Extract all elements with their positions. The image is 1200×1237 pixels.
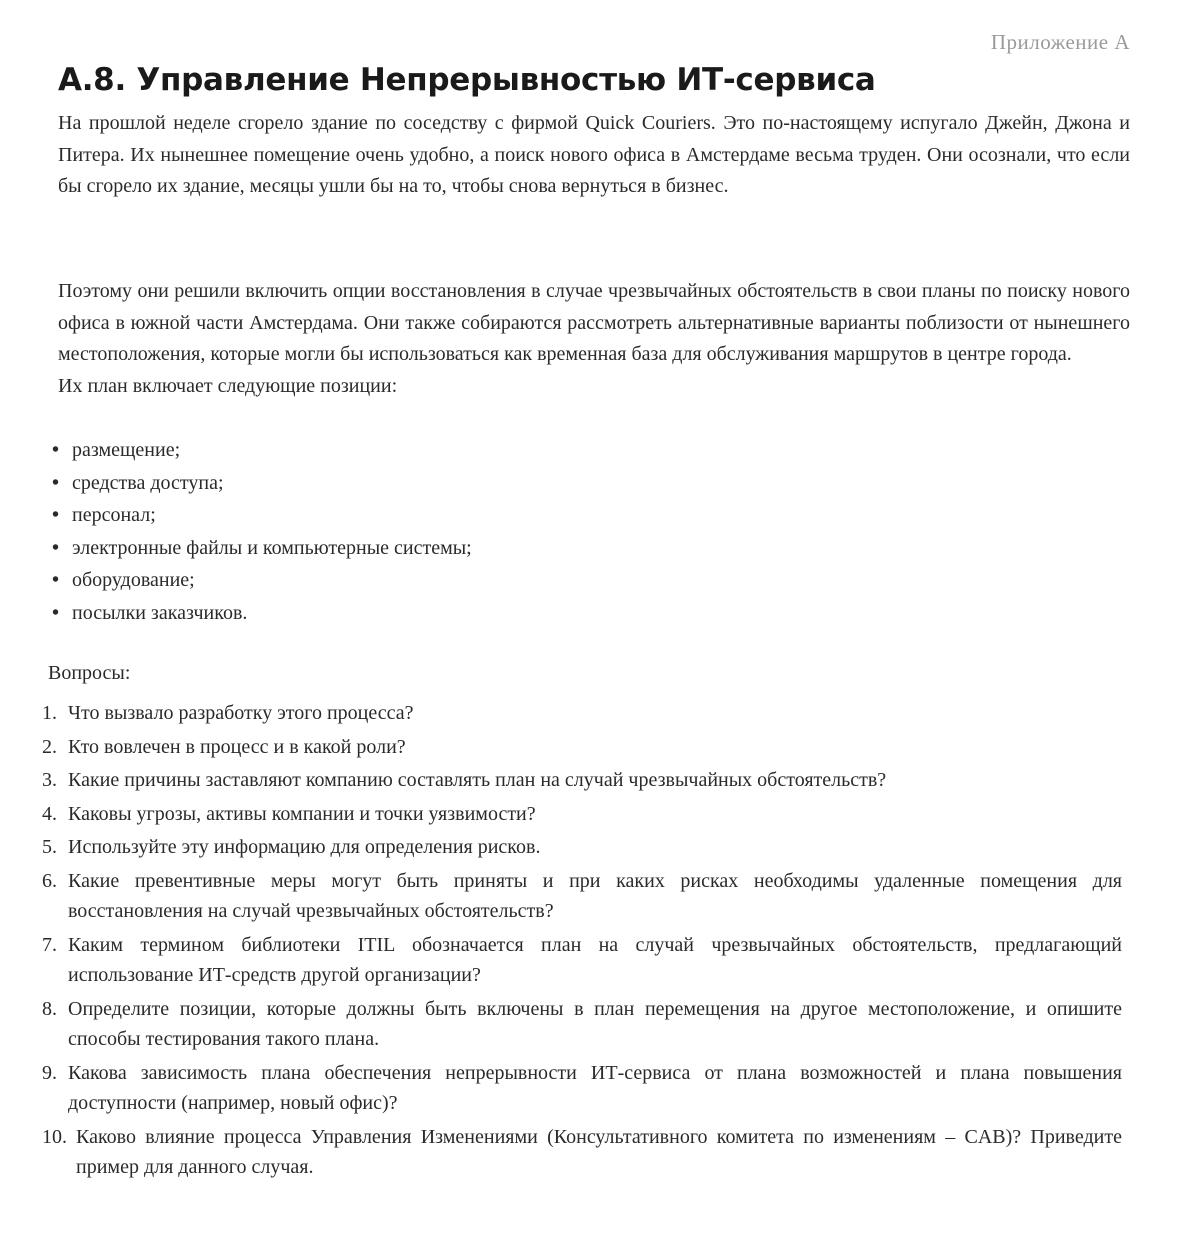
- paragraph-plan-block: [58, 276, 1130, 402]
- question-item: [42, 1058, 1122, 1119]
- question-number: 7.: [42, 933, 57, 956]
- paragraph-plan: Поэтому они решили включить опции восстановления в случае чрезвычайных обстоятельств в свои планы по поиску нового офиса в южной части Амстердама. Они также собираются рассмотреть альтернативные варианты поблизости от нынешнего местоположения, которые могли бы использоваться как временная база для обслуживания маршрутов в центре города.: [58, 280, 1130, 365]
- list-item: • размещение;: [52, 434, 472, 467]
- question-number: 5.: [42, 836, 57, 858]
- question-item: [42, 832, 1122, 863]
- plan-items-list: [52, 434, 472, 629]
- list-item: • оборудование;: [52, 564, 472, 597]
- question-number: 6.: [42, 869, 57, 892]
- question-number: 9.: [42, 1061, 57, 1084]
- paragraph-intro: На прошлой неделе сгорело здание по соседству с фирмой Quick Couriers. Это по-настоящему испугало Джейн, Джона и Питера. Их нынешнее помещение очень удобно, а поиск нового офиса в Амстердаме весьма труден. Они осознали, что если бы сгорело их здание, месяцы ушли бы на то, чтобы снова вернуться в бизнес.: [58, 112, 1130, 197]
- questions-list: [42, 698, 1122, 1186]
- question-item: [42, 732, 1122, 763]
- question-text: Каковы угрозы, активы компании и точки уязвимости?: [68, 802, 536, 825]
- list-item: • электронные файлы и компьютерные системы;: [52, 532, 472, 565]
- question-number: 10.: [42, 1125, 67, 1148]
- question-item: [42, 930, 1122, 991]
- question-item: [42, 1122, 1122, 1183]
- question-text: Используйте эту информацию для определения рисков.: [68, 836, 541, 858]
- running-head: Приложение А: [990, 30, 1130, 54]
- section-title: А.8. Управление Непрерывностью ИТ-сервиса: [58, 62, 876, 98]
- question-number: 2.: [42, 735, 57, 758]
- question-item: [42, 765, 1122, 796]
- bullet-icon: •: [52, 471, 60, 494]
- questions-heading: Вопросы:: [48, 662, 131, 684]
- question-number: 3.: [42, 769, 57, 791]
- plan-intro: Их план включает следующие позиции:: [58, 374, 398, 397]
- question-item: [42, 994, 1122, 1055]
- question-text: Кто вовлечен в процесс и в какой роли?: [68, 735, 406, 758]
- question-text: Каким термином библиотеки ITIL обозначается план на случай чрезвычайных обстоятельств, предлагающий использование ИТ-средств другой организации?: [68, 933, 1122, 986]
- question-item: [42, 698, 1122, 729]
- bullet-icon: •: [52, 504, 60, 526]
- bullet-icon: •: [52, 569, 60, 591]
- question-text: Какие причины заставляют компанию составлять план на случай чрезвычайных обстоятельств?: [68, 769, 887, 791]
- question-text: Что вызвало разработку этого процесса?: [68, 702, 414, 724]
- question-item: [42, 799, 1122, 830]
- list-item: • персонал;: [52, 499, 472, 532]
- list-item: • средства доступа;: [52, 467, 472, 500]
- question-text: Какова зависимость плана обеспечения непрерывности ИТ-сервиса от плана возможностей и плана повышения доступности (например, новый офис)?: [68, 1061, 1122, 1114]
- question-number: 4.: [42, 802, 57, 825]
- list-item: • посылки заказчиков.: [52, 597, 472, 630]
- bullet-icon: •: [52, 601, 60, 624]
- bullet-icon: •: [52, 439, 60, 461]
- bullet-icon: •: [52, 536, 60, 559]
- question-number: 1.: [42, 702, 57, 724]
- question-number: 8.: [42, 997, 57, 1020]
- question-item: [42, 866, 1122, 927]
- question-text: Определите позиции, которые должны быть включены в план перемещения на другое местоположение, и опишите способы тестирования такого плана.: [68, 997, 1122, 1050]
- question-text: Какие превентивные меры могут быть приняты и при каких рисках необходимы удаленные помещения для восстановления на случай чрезвычайных обстоятельств?: [68, 869, 1122, 922]
- question-text: Каково влияние процесса Управления Изменениями (Консультативного комитета по изменениям – CAB)? Приведите пример для данного случая.: [76, 1125, 1122, 1178]
